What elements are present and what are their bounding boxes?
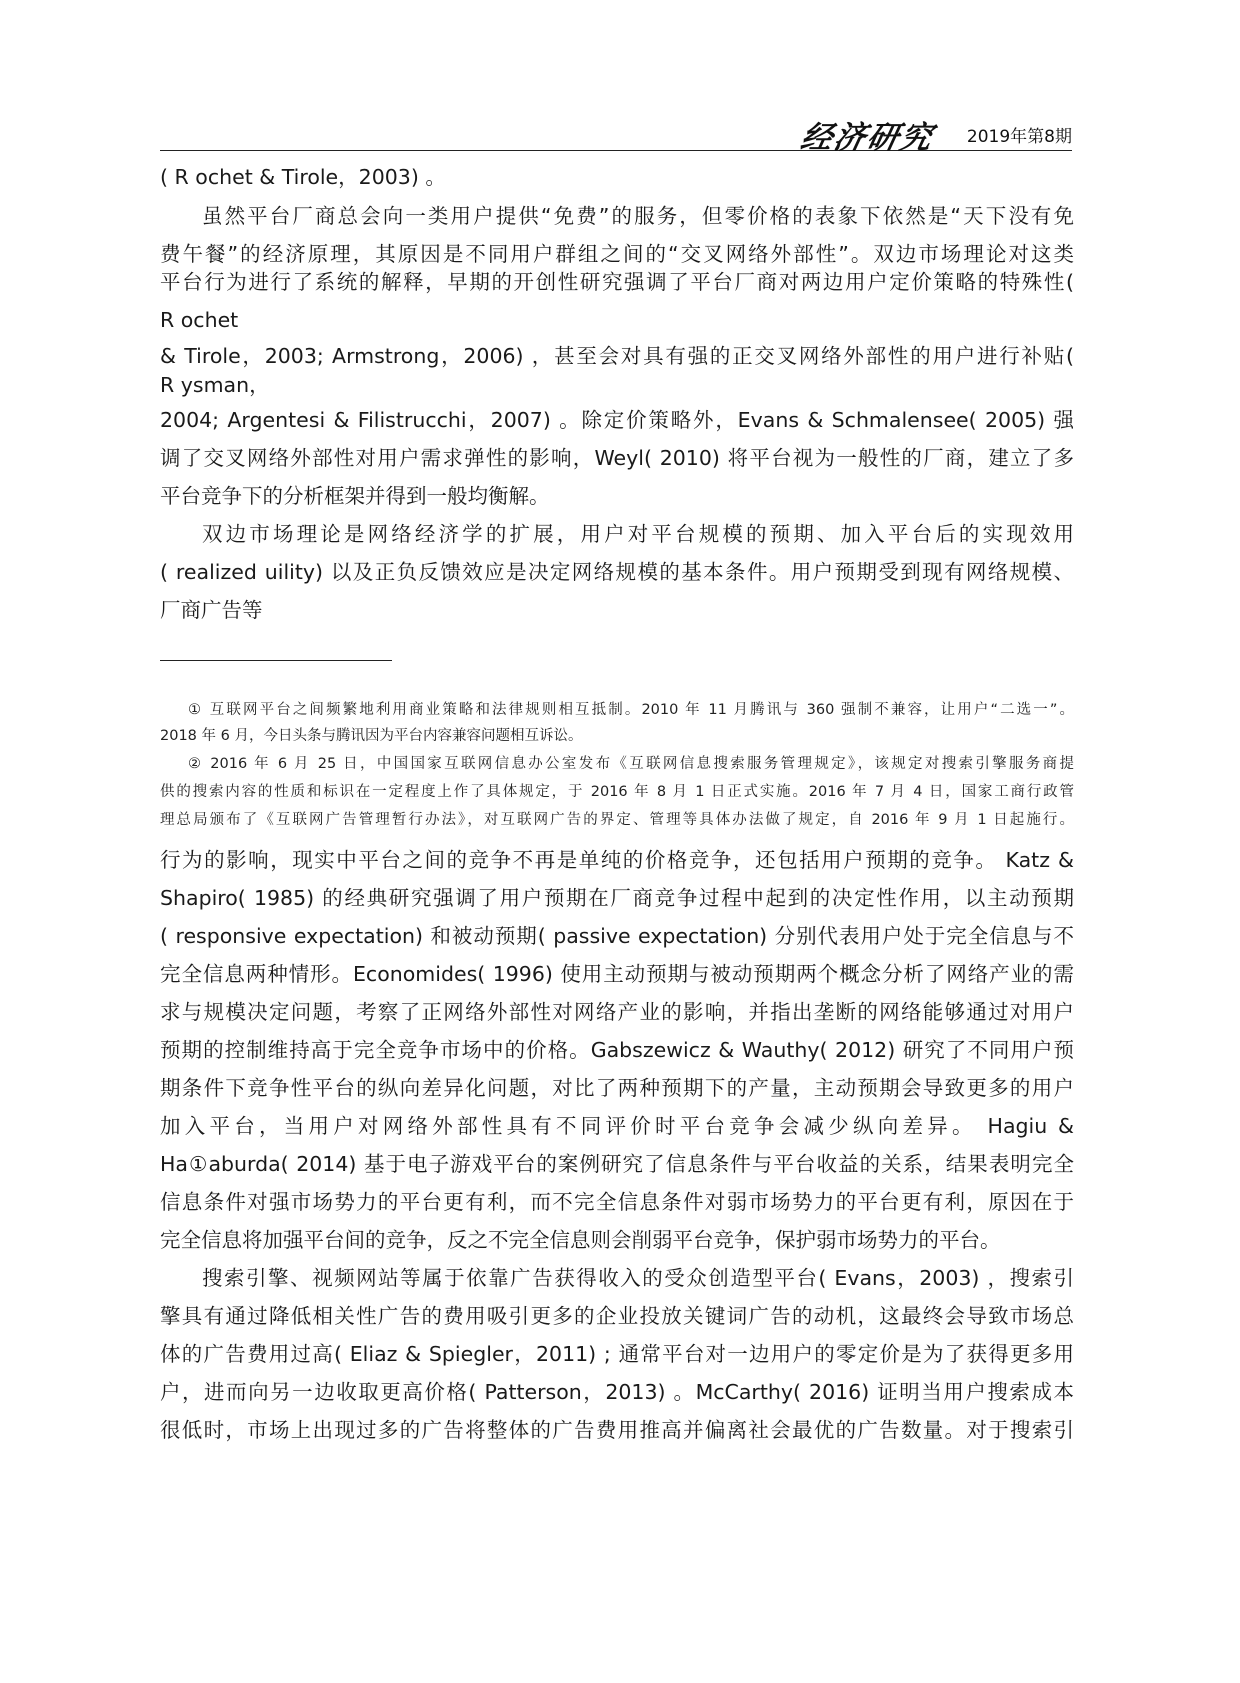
body-line: 搜索引擎、视频网站等属于依靠广告获得收入的受众创造型平台( Evans，2003) ，搜索引 bbox=[202, 1266, 1074, 1290]
footnote-line: 2018 年 6 月，今日头条与腾讯因为平台内容兼容问题相互诉讼。 bbox=[160, 728, 583, 744]
body-line: 2004; Argentesi & Filistrucchi，2007) 。除定价策略外，Evans & Schmalensee( 2005) 强 bbox=[160, 408, 1074, 432]
running-header bbox=[160, 112, 1072, 156]
body-line: 期条件下竞争性平台的纵向差异化问题，对比了两种预期下的产量，主动预期会导致更多的用户 bbox=[160, 1076, 1074, 1100]
body-line: R ochet bbox=[160, 308, 239, 332]
body-line: ( realized uility) 以及正负反馈效应是决定网络规模的基本条件。用户预期受到现有网络规模、 bbox=[160, 560, 1074, 584]
footnote-line: 供的搜索内容的性质和标识在一定程度上作了具体规定，于 2016 年 8 月 1 日正式实施。2016 年 7 月 4 日，国家工商行政管 bbox=[160, 784, 1074, 800]
footnote-divider bbox=[160, 660, 392, 661]
footnote-line: ② 2016 年 6 月 25 日，中国国家互联网信息办公室发布《互联网信息搜索服务管理规定》，该规定对搜索引擎服务商提 bbox=[188, 756, 1074, 772]
body-line: 完全信息将加强平台间的竞争，反之不完全信息则会削弱平台竞争，保护弱市场势力的平台。 bbox=[160, 1228, 1001, 1252]
body-line: ( responsive expectation) 和被动预期( passive expectation) 分别代表用户处于完全信息与不 bbox=[160, 924, 1074, 948]
footnote-line: 理总局颁布了《互联网广告管理暂行办法》，对互联网广告的界定、管理等具体办法做了规定，自 2016 年 9 月 1 日起施行。 bbox=[160, 812, 1074, 828]
body-line: 信息条件对强市场势力的平台更有利，而不完全信息条件对弱市场势力的平台更有利，原因在于 bbox=[160, 1190, 1074, 1214]
body-line: 费午餐”的经济原理，其原因是不同用户群组之间的“交叉网络外部性”。双边市场理论对这类 bbox=[160, 242, 1074, 266]
body-line: 求与规模决定问题，考察了正网络外部性对网络产业的影响，并指出垄断的网络能够通过对用户 bbox=[160, 1000, 1074, 1024]
body-line: 擎具有通过降低相关性广告的费用吸引更多的企业投放关键词广告的动机，这最终会导致市场总 bbox=[160, 1304, 1074, 1328]
body-line: 虽然平台厂商总会向一类用户提供“免费”的服务，但零价格的表象下依然是“天下没有免 bbox=[202, 204, 1074, 228]
journal-logo: 经济研究 bbox=[797, 120, 938, 156]
body-line: 很低时，市场上出现过多的广告将整体的广告费用推高并偏离社会最优的广告数量。对于搜索引 bbox=[160, 1418, 1074, 1442]
body-line: 预期的控制维持高于完全竞争市场中的价格。Gabszewicz & Wauthy( 2012) 研究了不同用户预 bbox=[160, 1038, 1074, 1062]
body-line: Shapiro( 1985) 的经典研究强调了用户预期在厂商竞争过程中起到的决定性作用，以主动预期 bbox=[160, 886, 1074, 910]
body-line: 户，进而向另一边收取更高价格( Patterson，2013) 。McCarthy( 2016) 证明当用户搜索成本 bbox=[160, 1380, 1074, 1404]
body-line: & Tirole，2003; Armstrong，2006) ，甚至会对具有强的正交叉网络外部性的用户进行补贴( bbox=[160, 344, 1074, 368]
body-line: 调了交叉网络外部性对用户需求弹性的影响，Weyl( 2010) 将平台视为一般性的厂商，建立了多 bbox=[160, 446, 1074, 470]
body-line: 加入平台，当用户对网络外部性具有不同评价时平台竞争会减少纵向差异。 Hagiu & bbox=[160, 1114, 1074, 1138]
body-line: 厂商广告等 bbox=[160, 598, 263, 622]
body-line: R ysman， bbox=[160, 373, 270, 397]
body-line: 双边市场理论是网络经济学的扩展，用户对平台规模的预期、加入平台后的实现效用 bbox=[202, 522, 1074, 546]
body-line: 行为的影响，现实中平台之间的竞争不再是单纯的价格竞争，还包括用户预期的竞争。 Katz & bbox=[160, 848, 1074, 872]
footnote-line: ① 互联网平台之间频繁地利用商业策略和法律规则相互抵制。2010 年 11 月腾讯与 360 强制不兼容，让用户“二选一”。 bbox=[188, 702, 1074, 718]
body-line: 体的广告费用过高( Eliaz & Spiegler，2011) ; 通常平台对一边用户的零定价是为了获得更多用 bbox=[160, 1342, 1074, 1366]
body-line: 完全信息两种情形。Economides( 1996) 使用主动预期与被动预期两个概念分析了网络产业的需 bbox=[160, 962, 1074, 986]
body-line: Ha①aburda( 2014) 基于电子游戏平台的案例研究了信息条件与平台收益的关系，结果表明完全 bbox=[160, 1152, 1074, 1176]
body-line: ( R ochet & Tirole，2003) 。 bbox=[160, 165, 446, 189]
body-line: 平台竞争下的分析框架并得到一般均衡解。 bbox=[160, 484, 550, 508]
issue-number: 2019年第8期 bbox=[966, 127, 1072, 147]
body-line: 平台行为进行了系统的解释，早期的开创性研究强调了平台厂商对两边用户定价策略的特殊性( bbox=[160, 270, 1074, 294]
